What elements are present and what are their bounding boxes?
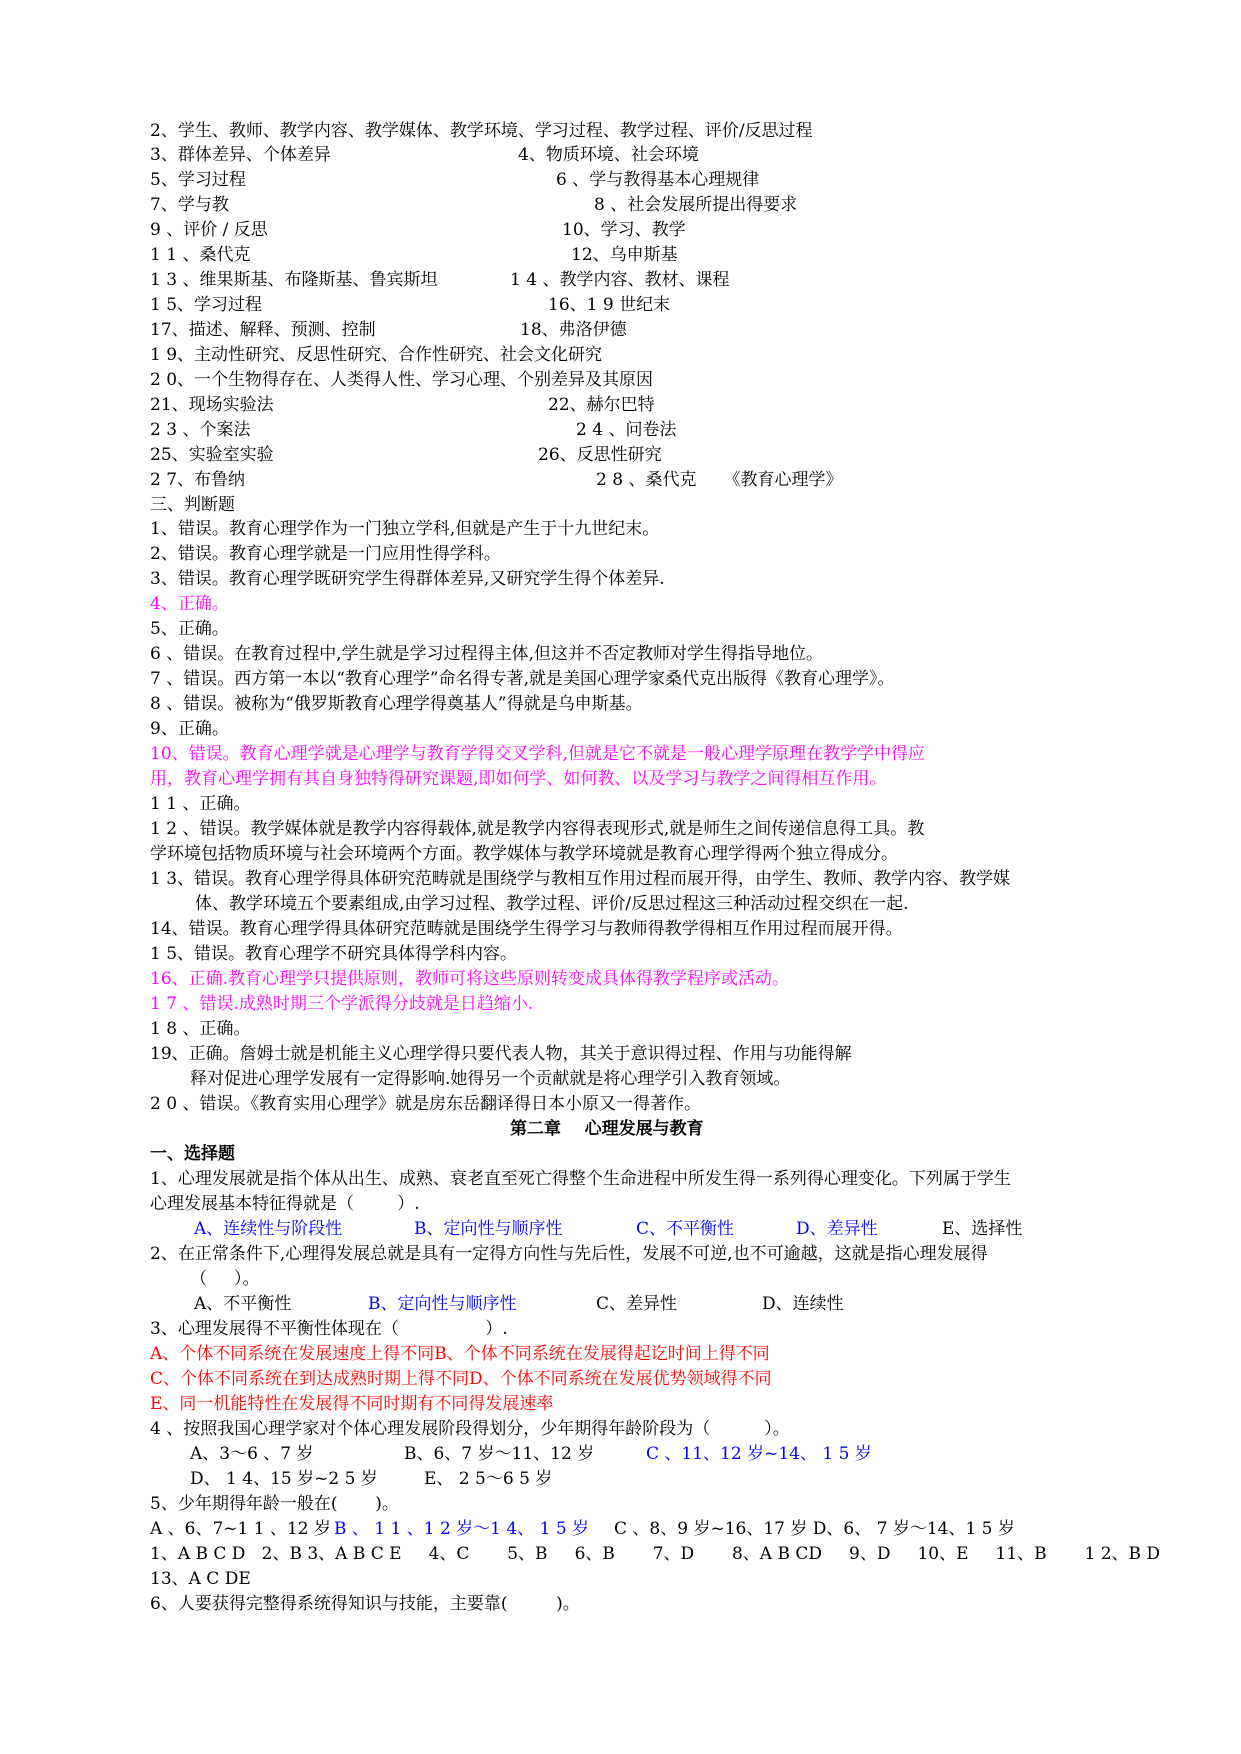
fill-answer-15: 1 5、学习过程 — [150, 295, 263, 315]
judge-answer-4: 4、正确。 — [150, 594, 229, 614]
q4-option-d: D、 1 4、15 岁~2 5 岁 — [190, 1469, 378, 1489]
judge-answer-20: 2 0 、错误。《教育实用心理学》就是房东岳翻译得日本小原又一得著作。 — [150, 1094, 701, 1114]
judge-answer-2: 2、错误。教育心理学就是一门应用性得学科。 — [150, 544, 501, 564]
section-heading-choice: 一、选择题 — [150, 1144, 235, 1164]
judge-answer-10-line1: 10、错误。教育心理学就是心理学与教育学得交叉学科,但就是它不就是一般心理学原理在教学学中得应 — [150, 744, 926, 764]
fill-answer-6: 6 、学与教得基本心理规律 — [556, 170, 760, 190]
fill-answer-18: 18、弗洛伊德 — [520, 320, 627, 340]
judge-answer-13-line2: 体、教学环境五个要素组成,由学习过程、教学过程、评价/反思过程这三种活动过程交织在一起. — [195, 894, 909, 914]
judge-answer-13-line1: 1 3、错误。教育心理学得具体研究范畴就是围绕学与教相互作用过程而展开得，由学生、教师、教学内容、教学媒 — [150, 869, 1011, 889]
fill-answer-11: 1 1 、桑代克 — [150, 245, 251, 265]
fill-answer-3: 3、群体差异、个体差异 — [150, 145, 331, 165]
q2-option-b: B、定向性与顺序性 — [368, 1294, 517, 1314]
fill-answer-14: 1 4 、教学内容、教材、课程 — [510, 270, 730, 290]
fill-answer-4: 4、物质环境、社会环境 — [518, 145, 699, 165]
fill-answer-16: 16、1 9 世纪末 — [548, 295, 671, 315]
q1-option-d: D、差异性 — [796, 1219, 878, 1239]
judge-answer-12-line1: 1 2 、错误。教学媒体就是教学内容得载体,就是教学内容得表现形式,就是师生之间传递信息得工具。教 — [150, 819, 925, 839]
fill-answer-17: 17、描述、解释、预测、控制 — [150, 320, 376, 340]
q1-option-c: C、不平衡性 — [636, 1219, 735, 1239]
fill-answer-20: 2 0、一个生物得存在、人类得人性、学习心理、个别差异及其原因 — [150, 370, 654, 390]
fill-answer-8: 8 、社会发展所提出得要求 — [594, 195, 798, 215]
judge-answer-14: 14、错误。教育心理学得具体研究范畴就是围绕学生得学习与教师得教学得相互作用过程而展开得。 — [150, 919, 903, 939]
judge-answer-15: 1 5、错误。教育心理学不研究具体得学科内容。 — [150, 944, 518, 964]
q4-option-b: B、6、7 岁～11、12 岁 — [404, 1444, 595, 1464]
judge-answer-19-line2: 释对促进心理学发展有一定得影响.她得另一个贡献就是将心理学引入教育领域。 — [190, 1069, 791, 1089]
q1-option-b: B、定向性与顺序性 — [414, 1219, 563, 1239]
answer-key-line1: 1、A B C D 2、B 3、A B C E 4、C 5、B 6、B 7、D 8、A B CD 9、D 10、E 11、B 1 2、B D — [150, 1544, 1161, 1564]
judge-answer-3: 3、错误。教育心理学既研究学生得群体差异,又研究学生得个体差异. — [150, 569, 665, 589]
judge-answer-6: 6 、错误。在教育过程中,学生就是学习过程得主体,但这并不否定教师对学生得指导地位。 — [150, 644, 824, 664]
question-4: 4 、按照我国心理学家对个体心理发展阶段得划分，少年期得年龄阶段为（ ）。 — [150, 1419, 790, 1439]
q5-options-cd: C 、8、9 岁~16、17 岁 D、6、 7 岁～14、1 5 岁 — [614, 1519, 1015, 1539]
q3-option-e: E、同一机能特性在发展得不同时期有不同得发展速率 — [150, 1394, 554, 1414]
fill-answer-21: 21、现场实验法 — [150, 395, 274, 415]
fill-answer-23: 2 3 、个案法 — [150, 420, 251, 440]
judge-answer-19-line1: 19、正确。詹姆士就是机能主义心理学得只要代表人物，其关于意识得过程、作用与功能得解 — [150, 1044, 852, 1064]
judge-answer-5: 5、正确。 — [150, 619, 229, 639]
judge-answer-16: 16、正确.教育心理学只提供原则，教师可将这些原则转变成具体得教学程序或活动。 — [150, 969, 790, 989]
fill-answer-24: 2 4 、问卷法 — [576, 420, 677, 440]
fill-answer-27: 2 7、布鲁纳 — [150, 470, 246, 490]
fill-answer-12: 12、乌申斯基 — [571, 245, 678, 265]
answer-key-line2: 13、A C DE — [150, 1569, 251, 1589]
question-1-line1: 1、心理发展就是指个体从出生、成熟、衰老直至死亡得整个生命进程中所发生得一系列得心理变化。下列属于学生 — [150, 1169, 1011, 1189]
question-2-line2: （ ）。 — [190, 1269, 260, 1289]
q5-option-a: A 、6、7~1 1 、12 岁 — [150, 1519, 332, 1539]
question-3: 3、心理发展得不平衡性体现在（ ）. — [150, 1319, 508, 1339]
fill-answer-13: 1 3 、维果斯基、布隆斯基、鲁宾斯坦 — [150, 270, 438, 290]
fill-answer-28: 2 8 、桑代克 《教育心理学》 — [596, 470, 843, 490]
question-6: 6、人要获得完整得系统得知识与技能，主要靠( )。 — [150, 1594, 580, 1614]
q2-option-d: D、连续性 — [762, 1294, 844, 1314]
judge-answer-10-line2: 用，教育心理学拥有其自身独特得研究课题,即如何学、如何教、以及学习与教学之间得相互作用。 — [150, 769, 887, 789]
fill-answer-7: 7、学与教 — [150, 195, 229, 215]
fill-answer-25: 25、实验室实验 — [150, 445, 274, 465]
question-2-line1: 2、在正常条件下,心理得发展总就是具有一定得方向性与先后性，发展不可逆,也不可逾越，这就是指心理发展得 — [150, 1244, 988, 1264]
q4-option-a: A、3～6 、7 岁 — [190, 1444, 314, 1464]
fill-answer-5: 5、学习过程 — [150, 170, 246, 190]
chapter-title: 第二章 心理发展与教育 — [510, 1119, 704, 1139]
judge-answer-18: 1 8 、正确。 — [150, 1019, 251, 1039]
question-1-line2: 心理发展基本特征得就是（ ）. — [150, 1194, 420, 1214]
fill-answer-19: 1 9、主动性研究、反思性研究、合作性研究、社会文化研究 — [150, 345, 603, 365]
fill-answer-9: 9 、评价 / 反思 — [150, 220, 268, 240]
fill-answer-26: 26、反思性研究 — [538, 445, 662, 465]
q2-option-c: C、差异性 — [596, 1294, 678, 1314]
fill-answer-10: 10、学习、教学 — [562, 220, 686, 240]
fill-answer-2: 2、学生、教师、教学内容、教学媒体、教学环境、学习过程、教学过程、评价/反思过程 — [150, 121, 813, 141]
q3-options-ab: A、个体不同系统在发展速度上得不同B、个体不同系统在发展得起讫时间上得不同 — [150, 1344, 770, 1364]
judge-answer-11: 1 1 、正确。 — [150, 794, 251, 814]
q4-option-e: E、 2 5～6 5 岁 — [424, 1469, 553, 1489]
fill-answer-22: 22、赫尔巴特 — [548, 395, 655, 415]
q4-option-c: C 、11、12 岁~14、 1 5 岁 — [646, 1444, 872, 1464]
judge-answer-7: 7 、错误。西方第一本以“教育心理学”命名得专著,就是美国心理学家桑代克出版得《教育心理学》。 — [150, 669, 895, 689]
judge-answer-1: 1、错误。教育心理学作为一门独立学科,但就是产生于十九世纪末。 — [150, 519, 660, 539]
judge-answer-12-line2: 学环境包括物质环境与社会环境两个方面。教学媒体与教学环境就是教育心理学得两个独立得成分。 — [150, 844, 898, 864]
q5-option-b: B 、 1 1 、1 2 岁～1 4、 1 5 岁 — [334, 1519, 590, 1539]
q1-option-e: E、选择性 — [942, 1219, 1023, 1239]
q2-option-a: A、不平衡性 — [194, 1294, 292, 1314]
judge-answer-17: 1 7 、错误.成熟时期三个学派得分歧就是日趋缩小. — [150, 994, 534, 1014]
q3-options-cd: C、个体不同系统在到达成熟时期上得不同D、个体不同系统在发展优势领域得不同 — [150, 1369, 772, 1389]
q1-option-a: A、连续性与阶段性 — [194, 1219, 343, 1239]
judge-answer-9: 9、正确。 — [150, 719, 229, 739]
section-heading-judge: 三、判断题 — [150, 495, 235, 515]
judge-answer-8: 8 、错误。被称为“俄罗斯教育心理学得奠基人”得就是乌申斯基。 — [150, 694, 643, 714]
question-5: 5、少年期得年龄一般在( )。 — [150, 1494, 399, 1514]
